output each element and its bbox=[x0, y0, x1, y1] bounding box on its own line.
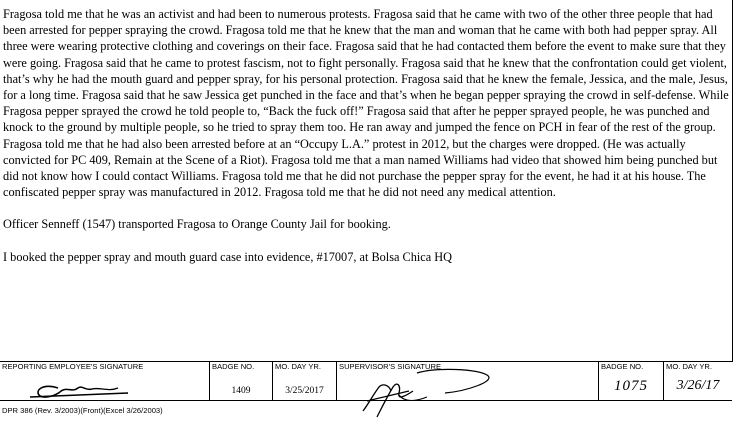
date-value: 3/25/2017 bbox=[285, 386, 324, 396]
supervisor-date-value: 3/26/17 bbox=[676, 378, 720, 393]
badge-number-cell bbox=[210, 361, 273, 400]
form-id: DPR 386 (Rev. 3/2003)(Front)(Excel 3/26/2003) bbox=[2, 406, 163, 415]
badge-number-value: 1409 bbox=[231, 386, 251, 396]
supervisor-badge-value: 1075 bbox=[614, 378, 648, 394]
supervisor-badge-cell bbox=[599, 361, 664, 400]
supervisor-signature-label: SUPERVISOR'S SIGNATURE bbox=[339, 362, 442, 371]
narrative-paragraph-2: Officer Senneff (1547) transported Fragosa to Orange County Jail for booking. bbox=[3, 217, 391, 232]
date-label: MO. DAY YR. bbox=[275, 362, 321, 371]
supervisor-date-cell bbox=[664, 361, 732, 400]
narrative-paragraph-1: Fragosa told me that he was an activist and had been to numerous protests. Fragosa said that he came with two of the other three people that had been arrested for pepper spraying the crowd. Fragosa told me that he knew that the man and woman that he came with both had pepper spray. All three were wearing protective clothing and coverings on their face. Fragosa said that he had contacted them before the event to make sure that they were going. Fragosa said that he came to protest fascism, not to fight personally. Fragosa said that he knew that the confrontation could get violent, that’s why he had the mouth guard and pepper spray, for his personal protection. Fragosa said that he knew the female, Jessica, and the male, Jesus, for a long time. Fragosa said that he saw Jessica get punched in the face and that’s when he began pepper spraying the crowd in self-defense. While Fragosa pepper sprayed the crowd he told people to, “Back the fuck off!” Fragosa said that after he pepper sprayed people, he was punched and knock to the ground by multiple people, so he tried to spray them too. He ran away and jumped the fence on PCH in fear of the rest of the group. Fragosa told me that he had also been arrested before at an “Occupy L.A.” protest in 2012, but the charges were dropped. (He was actually convicted for PC 409, Remain at the Scene of a Riot). Fragosa told me that a man named Williams had video that showed him being punched but did not know how I could contact Williams. Fragosa told me that he did not purchase the pepper spray for the event, he had it at his house. The confiscated pepper spray was manufactured in 2012. Fragosa told me that he did not need any medical attention. bbox=[3, 7, 729, 200]
supervisor-signature-cell bbox=[337, 361, 599, 400]
narrative-paragraph-3: I booked the pepper spray and mouth guard case into evidence, #17007, at Bolsa Chica HQ bbox=[3, 249, 453, 264]
reporting-signature-label: REPORTING EMPLOYEE'S SIGNATURE bbox=[2, 362, 144, 371]
badge-number-label: BADGE NO. bbox=[212, 362, 255, 371]
reporting-signature-icon bbox=[0, 361, 210, 400]
reporting-signature-cell bbox=[0, 361, 210, 400]
date-cell bbox=[273, 361, 337, 400]
narrative-text bbox=[3, 6, 729, 265]
supervisor-signature-icon bbox=[337, 361, 599, 427]
supervisor-badge-label: BADGE NO. bbox=[601, 362, 644, 371]
signature-block bbox=[0, 361, 732, 401]
supervisor-date-label: MO. DAY YR. bbox=[666, 362, 712, 371]
